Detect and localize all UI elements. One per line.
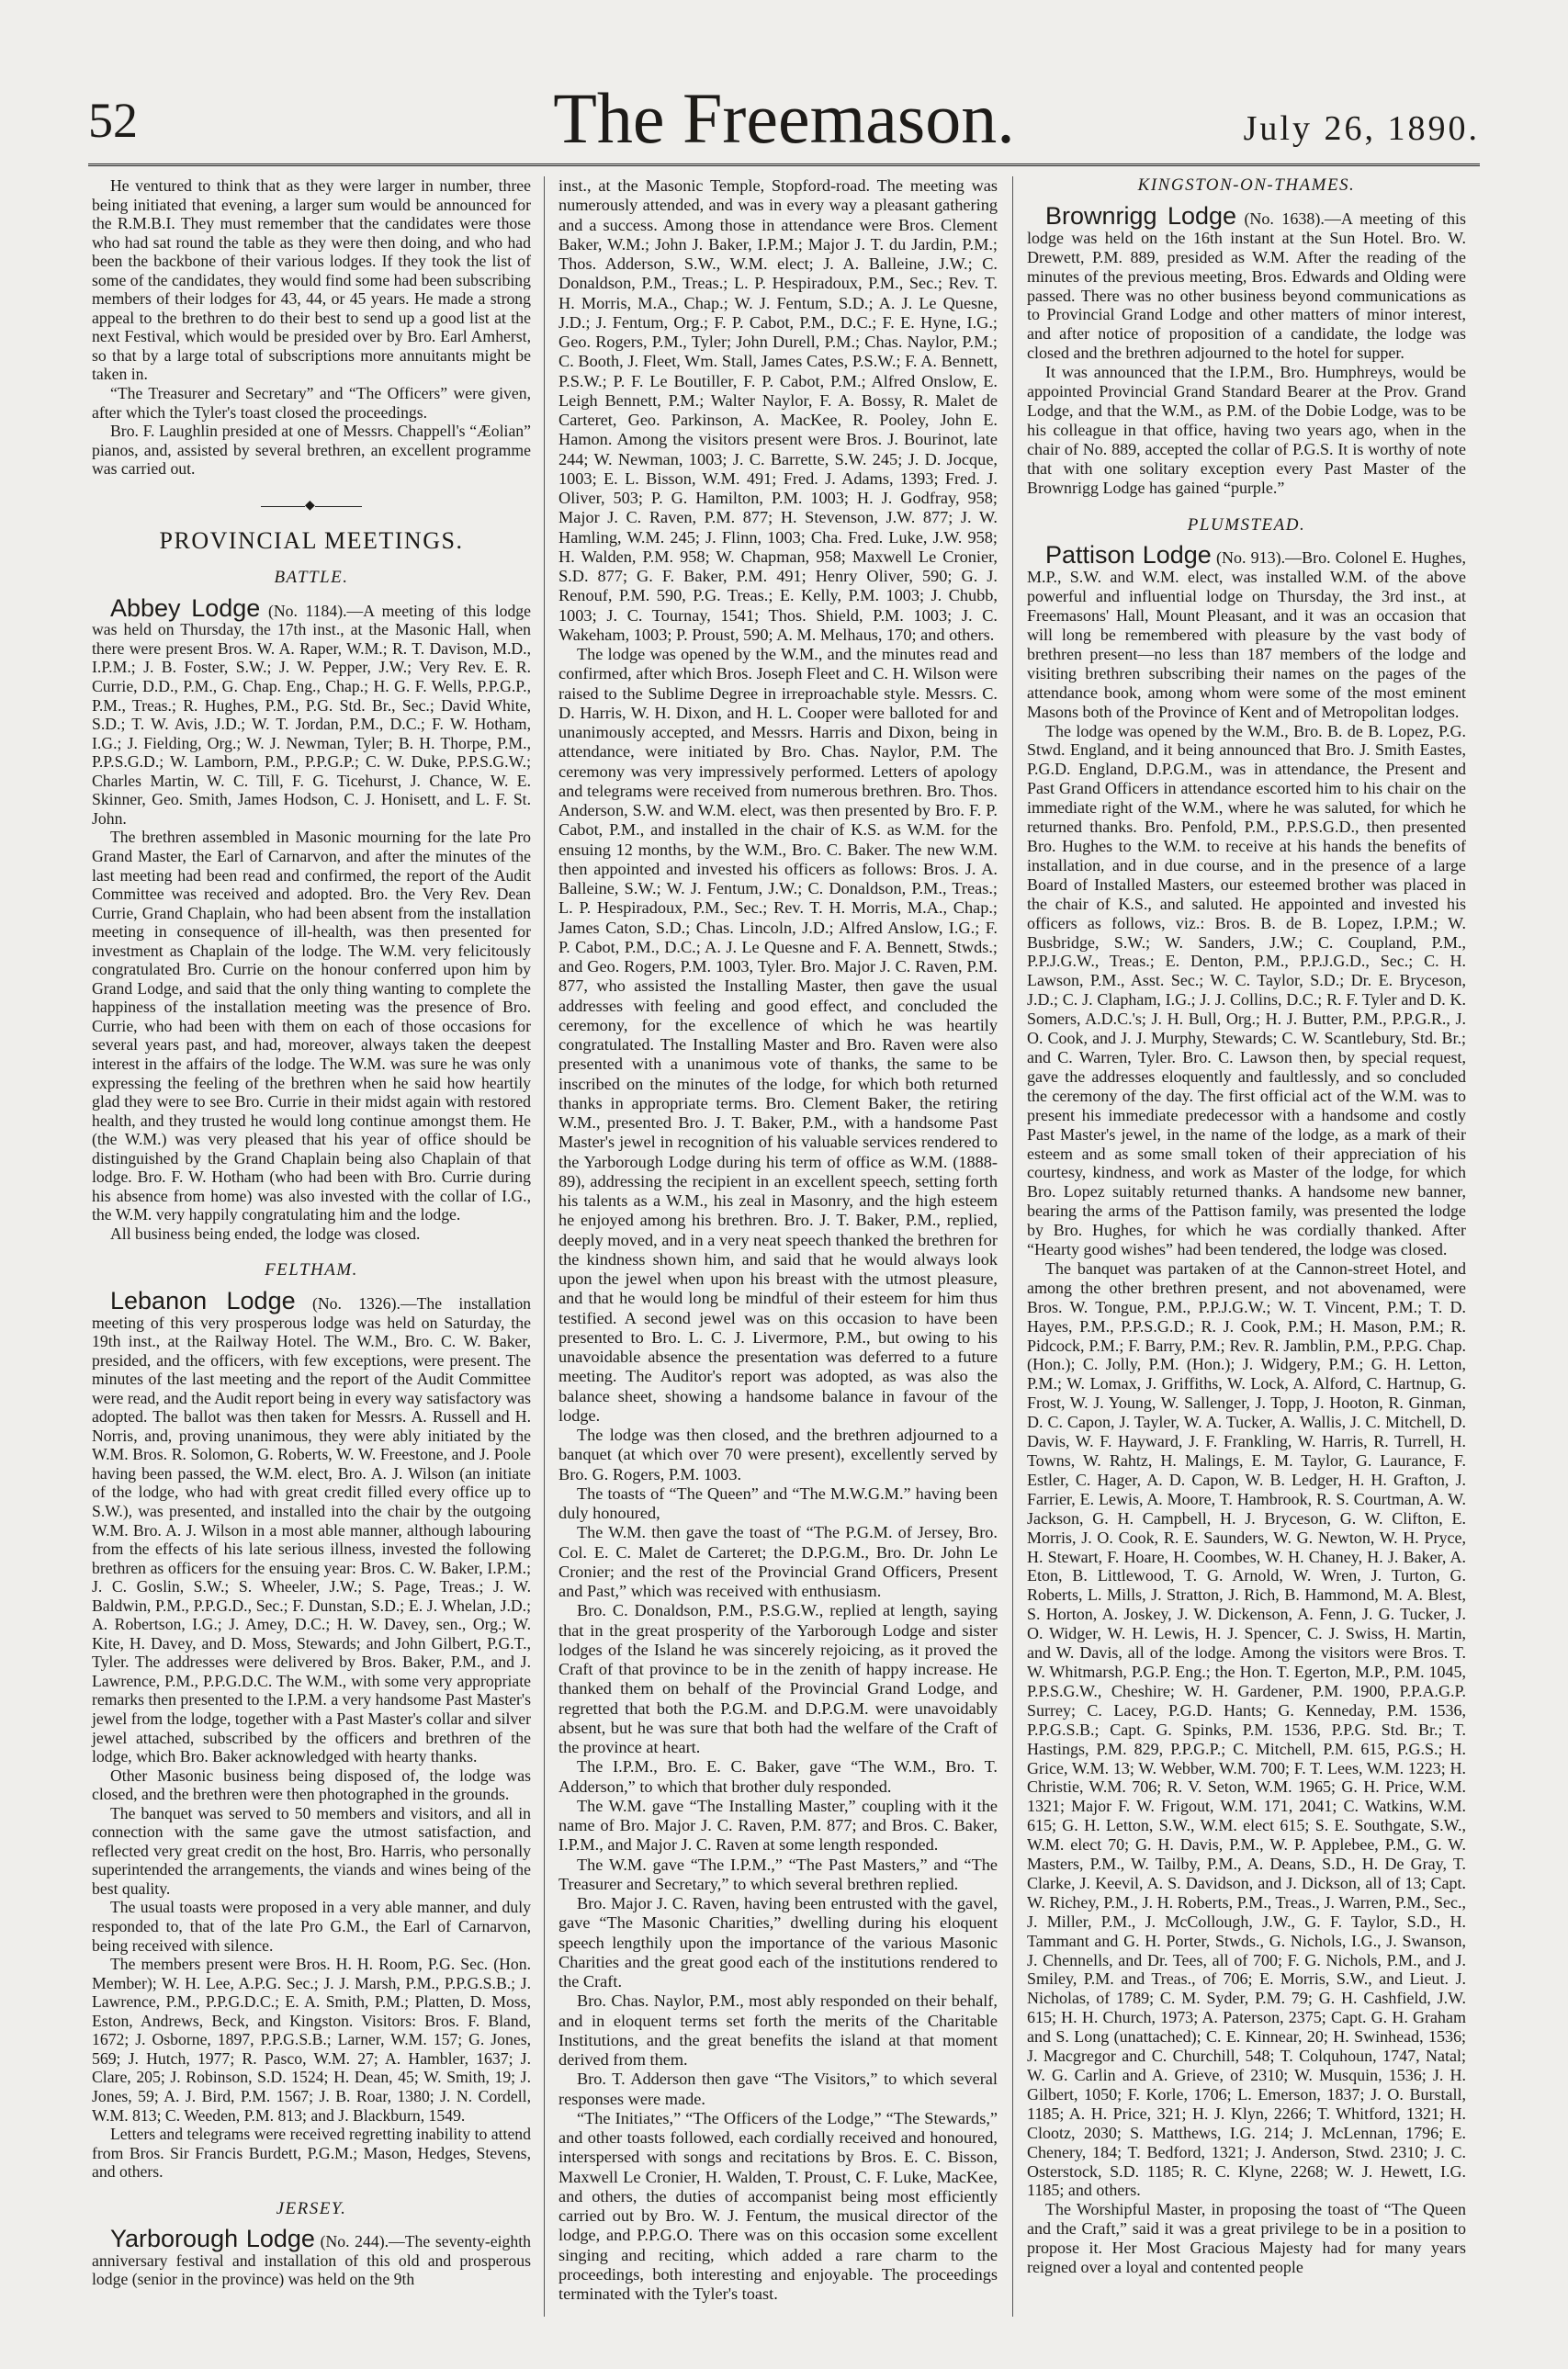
section-separator bbox=[261, 502, 362, 512]
lodge-number: (No. 1184). bbox=[267, 601, 347, 620]
place-heading-battle: BATTLE. bbox=[274, 568, 349, 588]
article-paragraph: Bro. F. Laughlin presided at one of Messrs. Chappell's “Æolian” pianos, and, assisted by several brethren, an excellent programme was carried out. bbox=[92, 422, 531, 479]
lodge-report-intro bbox=[92, 1286, 532, 1766]
article-paragraph: The usual toasts were proposed in a very able manner, and duly responded to, that of the late Pro G.M., the Earl of Carnarvon, being received with silence. bbox=[92, 1898, 531, 1955]
article-paragraph: The Worshipful Master, in proposing the toast of “The Queen and the Craft,” said it was a great privilege to be in a position to propose it. Her Most Gracious Majesty had for many years reigned over a loyal and contented people bbox=[1027, 2200, 1466, 2277]
lodge-number: (No. 1326). bbox=[311, 1293, 400, 1313]
article-paragraph: inst., at the Masonic Temple, Stopford-road. The meeting was numerously attended, and was in every way a pleasant gathering and a success. Among those in attendance were Bros. Clement Baker, W.M.; John J. Baker, I.P.M.; Major J. T. du Jardin, P.M.; Thos. Adderson, S.W., W.M. elect; J. A. Balleine, J.W.; C. Donaldson, P.M., Treas.; L. P. Hespiradoux, P.M., Sec.; Rev. T. H. Morris, M.A., Chap.; W. J. Fentum, S.D.; A. J. Le Quesne, J.D.; J. Fentum, Org.; F. P. Cabot, P.M., D.C.; F. E. Hyne, I.G.; Geo. Rogers, P.M., Tyler; John Durell, P.M.; Chas. Naylor, P.M.; C. Booth, J. Fleet, Wm. Stall, James Cates, P.S.W.; F. A. Bennett, P.S.W.; P. F. Le Boutiller, F. P. Cabot, P.M.; Alfred Onslow, E. Leigh Bennett, P.M.; Walter Naylor, F. A. Bossy, R. Malet de Carteret, Geo. Parkinson, A. MacKee, R. Pooley, John E. Hamon. Among the visitors present were Bros. J. Bourinot, late 244; W. Newman, 1003; J. C. Barrette, S.W. 245; J. D. Jocque, 1003; E. L. Bisson, W.M. 491; Fred. J. Adams, 1393; Fred. J. Oliver, 503; P. G. Hamilton, P.M. 1003; H. J. Godfray, 958; Major J. C. Raven, P.M. 877; H. Stevenson, J.W. 877; J. W. Hamling, W.M. 245; J. Flinn, 1003; Cha. Fred. Luke, J.W. 958; H. Walden, P.M. 958; W. Chapman, 958; Maxwell Le Cronier, S.D. 877; G. F. Baker, P.M. 491; Henry Oliver, 590; G. J. Renouf, P.M. 590, P.G. Treas.; E. Kelly, P.M. 1003; J. Chubb, 1003; J. C. Tournay, 1541; Thos. Shield, P.M. 1003; J. C. Wakeham, 1003; P. Proust, 590; A. M. Melhaus, 170; and others. bbox=[558, 176, 998, 644]
article-paragraph: The W.M. gave “The Installing Master,” coupling with it the name of Bro. Major J. C. Raven, P.M. 877; and Bros. C. Baker, I.P.M., and Major J. C. Raven at some length responded. bbox=[558, 1796, 998, 1855]
lodge-report-intro bbox=[1027, 541, 1467, 721]
article-paragraph: —The seventy-eighth anniversary festival and installation of this old and prosperous lodge (senior in the province) was held on the 9th bbox=[92, 2232, 531, 2289]
place-heading-jersey: JERSEY. bbox=[276, 2198, 347, 2218]
article-paragraph: The banquet was served to 50 members and visitors, and all in connection with the same gave the utmost satisfaction, and reflected very great credit on the host, Bro. Harris, who personally superintended the arrangements, the viands and wines being of the best quality. bbox=[92, 1803, 531, 1898]
place-heading-feltham: FELTHAM. bbox=[265, 1260, 358, 1280]
column-1 bbox=[92, 176, 531, 2289]
column-divider bbox=[1012, 176, 1013, 2317]
article-paragraph: The W.M. gave “The I.P.M.,” “The Past Masters,” and “The Treasurer and Secretary,” to which several brethren replied. bbox=[558, 1855, 998, 1893]
article-paragraph: “The Initiates,” “The Officers of the Lodge,” “The Stewards,” and other toasts followed, each cordially received and honoured, interspersed with songs and recitations by Bros. E. C. Bisson, Maxwell Le Cronier, H. Walden, T. Proust, C. F. Luke, MacKee, and others, the duties of accompanist being most efficiently carried out by Bro. W. J. Fentum, the musical director of the lodge, and P.P.G.O. There was on this occasion some excellent singing and reciting, which added a rare charm to the proceedings, both interesting and enjoyable. The proceedings terminated with the Tyler's toast. bbox=[558, 2108, 998, 2303]
article-paragraph: —A meeting of this lodge was held on Thursday, the 17th inst., at the Masonic Hall, when there were present Bros. W. A. Raper, W.M.; R. T. Davison, M.D., I.P.M.; J. B. Foster, S.W.; J. W. Pepper, J.W.; Very Rev. E. R. Currie, D.D., P.M., G. Chap. Eng., Chap.; H. G. F. Wells, P.P.G.P., P.M., Treas.; R. Hughes, P.M., P.G. Std. Br., Sec.; David White, S.D.; T. W. Avis, J.D.; W. T. Jordan, P.M., D.C.; F. W. Hotham, I.G.; J. Fielding, Org.; W. J. Newman, Tyler; B. H. Thorpe, P.M., P.P.S.G.D.; W. Lamborn, P.M., P.P.G.P.; C. W. Duke, P.P.S.G.W.; Charles Martin, W. C. Till, F. G. Ticehurst, J. Chance, W. E. Skinner, Geo. Smith, James Hodson, C. J. Honisett, and L. F. St. John. bbox=[92, 601, 531, 828]
lodge-report-intro bbox=[1027, 201, 1466, 363]
masthead-rule bbox=[88, 164, 1480, 166]
article-paragraph: —Bro. Colonel E. Hughes, M.P., S.W. and W.M. elect, was installed W.M. of the above powerful and influential lodge on Thursday, the 3rd inst., at Freemasons' Hall, Mount Pleasant, and it was an occasion that will long be remembered with pleasure by the vast body of brethren present—no less than 187 members of the lodge and visiting brethren subscribing their names on the pages of the attendance book, among whom were some of the most eminent Masons both of the Province of Kent and of Metropolitan lodges. bbox=[1027, 548, 1467, 721]
page-number: 52 bbox=[88, 93, 138, 148]
newspaper-title: The Freemason. bbox=[553, 78, 1015, 158]
issue-date: July 26, 1890. bbox=[1243, 109, 1480, 148]
lodge-name: Yarborough Lodge bbox=[110, 2225, 315, 2253]
column-divider bbox=[544, 176, 545, 2317]
article-paragraph: All business being ended, the lodge was closed. bbox=[110, 1224, 421, 1243]
column-3 bbox=[1027, 176, 1466, 2277]
lodge-number: (No. 244). bbox=[320, 2232, 389, 2251]
lodge-report-intro bbox=[92, 2225, 531, 2289]
article-paragraph: The toasts of “The Queen” and “The M.W.G.M.” having been duly honoured, bbox=[558, 1483, 998, 1522]
place-heading-plumstead: PLUMSTEAD. bbox=[1187, 514, 1306, 535]
article-paragraph: The lodge was opened by the W.M., and the minutes read and confirmed, after which Bros. Joseph Fleet and C. H. Wilson were raised to the Sublime Degree in irreproachable style. Messrs. C. D. Harris, W. H. Dixon, and H. L. Cooper were balloted for and unanimously accepted, and Messrs. Harris and Dixon, being in attendance, were initiated by Bro. Chas. Naylor, P.M. The ceremony was very impressively performed. Letters of apology and telegrams were received from numerous brethren. Bro. Thos. Anderson, S.W. and W.M. elect, was then presented by Bro. F. P. Cabot, P.M., and installed in the chair of K.S. as W.M. for the ensuing 12 months, by the W.M., Bro. C. Baker. The new W.M. then appointed and invested his officers as follows: Bros. J. A. Balleine, S.W.; W. J. Fentum, J.W.; C. Donaldson, P.M., Treas.; L. P. Hespiradoux, P.M., Sec.; Rev. T. H. Morris, M.A., Chap.; James Caton, S.D.; Chas. Lincoln, J.D.; Alfred Anslow, I.G.; F. P. Cabot, P.M., D.C.; A. J. Le Quesne and F. A. Bennett, Stwds.; and Geo. Rogers, P.M. 1003, Tyler. Bro. Major J. C. Raven, P.M. 877, who assisted the Installing Master, then gave the usual addresses with feeling and good effect, and concluded the ceremony, for the excellence of which he was heartily congratulated. The Installing Master and Bro. Raven were also presented with a unanimous vote of thanks, the same to be inscribed on the minutes of the lodge, for which both returned thanks in appropriate terms. Bro. Clement Baker, the retiring W.M., presented Bro. J. T. Baker, P.M., with a handsome Past Master's jewel in recognition of his valuable services rendered to the Yarborough Lodge during his term of office as W.M. (1888-89), addressing the recipient in an excellent speech, setting forth his talents as a W.M., his zeal in Masonry, and the high esteem he enjoyed among his brethren. Bro. J. T. Baker, P.M., replied, deeply moved, and in a very neat speech thanked the brethren for the kindness shown him, and said that he would always look upon the jewel when upon his breast with the utmost pleasure, and that he would long be mindful of their esteem for him thus testified. A second jewel was on this occasion to have been presented to Bro. L. C. J. Livermore, P.M., but owing to his unavoidable absence the presentation was deferred to a future meeting. The Auditor's report was adopted, as was also the balance sheet, showing a handsome balance in favour of the lodge. bbox=[558, 645, 998, 1425]
article-paragraph: The I.P.M., Bro. E. C. Baker, gave “The W.M., Bro. T. Adderson,” to which that brother duly responded. bbox=[558, 1757, 998, 1796]
lodge-report-intro bbox=[92, 593, 531, 829]
article-paragraph: Bro. Major J. C. Raven, having been entrusted with the gavel, gave “The Masonic Charities,” dwelling during his eloquent speech lengthily upon the importance of the various Masonic Charities and the great good each of the institutions rendered to the Craft. bbox=[558, 1894, 998, 1991]
masthead bbox=[88, 72, 1480, 164]
article-paragraph: It was announced that the I.P.M., Bro. Humphreys, would be appointed Provincial Grand Standard Bearer at the Prov. Grand Lodge, and that the W.M., as P.M. of the Dobie Lodge, was to be his colleague in that office, having two years ago, when in the chair of No. 889, accepted the collar of P.G.S. It is worthy of note that with one solitary exception every Past Master of the Brownrigg Lodge has gained “purple.” bbox=[1027, 363, 1466, 497]
article-paragraph: The brethren assembled in Masonic mourning for the late Pro Grand Master, the Earl of Carnarvon, and after the minutes of the last meeting had been read and confirmed, the report of the Audit Committee was received and adopted. Bro. the Very Rev. Dean Currie, Grand Chaplain, who had been absent from the installation meeting in consequence of ill-health, was then presented for investment as Chaplain of the lodge. The W.M. very felicitously congratulated Bro. Currie on the honour conferred upon him by Grand Lodge, and said that the only thing wanting to complete the happiness of the installation meeting was the presence of Bro. Currie, who had been with them on each of those occasions for several years past, and had, moreover, always taken the deepest interest in the affairs of the lodge. The W.M. was sure he was only expressing the feeling of the brethren when he said how heartily glad they were to see Bro. Currie in their midst again with restored health, and they trusted he would long continue amongst them. He (the W.M.) was very pleased that his year of office should be distinguished by the Grand Chaplain being also Chaplain of that lodge. Bro. F. W. Hotham (who had been with Bro. Currie during his absence from home) was also invested with the collar of I.G., the W.M. very happily congratulating him and the lodge. bbox=[92, 828, 531, 1224]
article-paragraph: Bro. T. Adderson then gave “The Visitors,” to which several responses were made. bbox=[558, 2070, 998, 2108]
lodge-number: (No. 1638). bbox=[1244, 209, 1325, 228]
section-heading: PROVINCIAL MEETINGS. bbox=[159, 526, 464, 554]
article-paragraph: —A meeting of this lodge was held on the 16th instant at the Sun Hotel. Bro. W. Drewett, P.M. 889, presided as W.M. After the reading of the minutes of the previous meeting, Bros. Edwards and Olding were passed. There was no other business beyond communications as to Provincial Grand Lodge and other matters of minor interest, and after notice of proposition of a candidate, the lodge was closed and the brethren adjourned to the hotel for supper. bbox=[1027, 209, 1466, 363]
lodge-name: Brownrigg Lodge bbox=[1045, 201, 1237, 230]
article-paragraph: Letters and telegrams were received regretting inability to attend from Bros. Sir Francis Burdett, P.G.M.; Mason, Hedges, Stevens, and others. bbox=[92, 2125, 531, 2182]
article-paragraph: Other Masonic business being disposed of, the lodge was closed, and the brethren were then photographed in the grounds. bbox=[92, 1765, 531, 1804]
article-paragraph: The W.M. then gave the toast of “The P.G.M. of Jersey, Bro. Col. E. C. Malet de Carteret; the D.P.G.M., Bro. Dr. John Le Cronier; and the rest of the Provincial Grand Officers, Present and Past,” which was received with enthusiasm. bbox=[558, 1523, 998, 1600]
article-paragraph: The lodge was then closed, and the brethren adjourned to a banquet (at which over 70 were present), excellently served by Bro. G. Rogers, P.M. 1003. bbox=[558, 1426, 998, 1483]
lodge-name: Pattison Lodge bbox=[1045, 541, 1212, 570]
article-paragraph: He ventured to think that as they were larger in number, three being initiated that evening, a larger sum would be announced for the R.M.B.I. They must remember that the candidates were those who had sat round the table as they were then doing, and who had been the backbone of their various lodges. If they took the list of some of the candidates, they would find some had been subscribing members of their lodges for 43, 44, or 45 years. He made a strong appeal to the brethren to do their best to send up a good list at the next Festival, which would be presided over by Bro. Earl Amherst, so that by a large total of subscriptions more annuitants might be taken in. bbox=[92, 176, 531, 384]
lodge-name: Lebanon Lodge bbox=[110, 1286, 296, 1314]
article-paragraph: The lodge was opened by the W.M., Bro. B. de B. Lopez, P.G. Stwd. England, and it being announced that Bro. J. Smith Eastes, P.G.D. England, D.P.G.M., was in attendance, the Present and Past Grand Officers in attendance escorted him to his chair on the immediate right of the W.M., where he was saluted, for which he returned thanks. Bro. Penfold, P.M., P.P.S.G.D., then presented Bro. Hughes to the W.M. to receive at his hands the benefits of installation, and in due course, and in the presence of a large Board of Installed Masters, our esteemed brother was placed in the chair of K.S., and saluted. He appointed and invested his officers as follows, viz.: Bros. B. de B. Lopez, I.P.M.; W. Busbridge, S.W.; W. Sanders, J.W.; C. Coupland, P.M., P.P.J.G.W., Treas.; E. Denton, P.M., P.P.J.G.D., Sec.; C. H. Lawson, P.M., Asst. Sec.; W. C. Taylor, S.D.; Dr. E. Bryceson, J.D.; C. J. Clapham, I.G.; J. J. Collins, D.C.; R. F. Tyler and D. K. Somers, A.D.C.'s; J. H. Bull, Org.; H. J. Butter, P.M., P.P.G.R., J. O. Cook, and J. J. Murphy, Stewards; C. W. Scantlebury, Std. Br.; and C. Warren, Tyler. Bro. C. Lawson then, by special request, gave the addresses eloquently and faultlessly, and so concluded the ceremony of the day. The first official act of the W.M. was to present his immediate predecessor with a handsome and costly Past Master's jewel, in the name of the lodge, as a mark of their esteem and as some small token of their appreciation of his courtesy, kindness, and work as Master of the lodge, for which Bro. Lopez suitably returned thanks. A handsome new banner, bearing the arms of the Pattison family, was presented the lodge by Bro. Hughes, for which he was cordially thanked. After “Hearty good wishes” had been tendered, the lodge was closed. bbox=[1027, 721, 1466, 1259]
lodge-name: Abbey Lodge bbox=[110, 593, 261, 622]
article-paragraph: “The Treasurer and Secretary” and “The Officers” were given, after which the Tyler's toast closed the proceedings. bbox=[92, 384, 531, 422]
lodge-number: (No. 913). bbox=[1215, 548, 1286, 568]
article-paragraph: The banquet was partaken of at the Cannon-street Hotel, and among the other brethren present, and not abovenamed, were Bros. W. Tongue, P.M., P.P.J.G.W.; W. T. Vincent, P.M.; T. D. Hayes, P.M., P.P.S.G.D.; R. J. Cook, P.M.; H. Mason, P.M.; R. Pidcock, P.M.; F. Barry, P.M.; Rev. R. Jamblin, P.M., P.P.G. Chap. (Hon.); C. Jolly, P.M. (Hon.); J. Widgery, P.M.; G. H. Letton, P.M.; W. Lomax, J. Griffiths, W. Lock, A. Alford, C. Hartnup, G. Frost, W. J. Young, W. Sallenger, J. Topp, J. Hooton, R. Ginman, D. C. Capon, J. Tayler, W. A. Tucker, A. Wallis, J. C. Mitchell, D. Davis, W. F. Hayward, J. F. Frankling, W. Harris, R. Turrell, H. Towns, W. Rahtz, H. Malings, E. M. Taylor, G. Laurance, F. Estler, C. Hager, A. D. Capon, W. B. Ledger, H. H. Grafton, J. Farrier, E. Lewis, A. Moore, T. Hambrook, R. S. Courtman, A. W. Jackson, G. H. Campbell, H. J. Bryceson, G. W. Clifton, E. Morris, J. O. Cook, R. E. Saunders, W. G. Newton, W. H. Pryce, H. Stewart, F. Hoare, H. Coombes, W. H. Chaney, H. J. Baker, A. Eton, B. Littlewood, T. G. Arnold, W. Wren, J. Turton, G. Roberts, L. Mills, J. Stratton, J. Rich, B. Hammond, M. A. Blest, S. Horton, A. Joskey, J. W. Dickenson, A. Fenn, J. G. Tucker, J. O. Widger, W. H. Lewis, H. J. Spencer, C. J. Swiss, H. Martin, and W. Davis, all of the lodge. Among the visitors were Bros. T. W. Whitmarsh, P.G.P. Eng.; the Hon. T. Egerton, M.P., P.M. 1045, P.P.S.G.W., Cheshire; W. H. Gardener, P.M. 1900, P.P.A.G.P. Surrey; C. Lacey, P.G.D. Hants; G. Kenneday, P.M. 1536, P.P.G.S.B.; Capt. G. Spinks, P.M. 1536, P.P.G. Std. Br.; T. Hastings, P.M. 829, P.P.G.P.; C. Mitchell, P.M. 615, P.G.S.; H. Grice, W.M. 13; W. Webber, W.M. 700; F. T. Lees, W.M. 1223; H. Christie, W.M. 706; R. V. Seton, W.M. 1965; G. H. Price, W.M. 1321; Major F. W. Frigout, W.M. 171, 2041; C. Watkins, W.M. 615; G. H. Letton, S.W., W.M. elect 615; S. E. Southgate, S.W., W.M. elect 70; G. H. Davis, P.M., W. P. Applebee, P.M., G. W. Masters, P.M., W. Tailby, P.M., A. Deans, S.D., H. De Gray, T. Clarke, J. Keevil, A. S. Davidson, and J. Dickson, all of 13; Capt. W. Richey, P.M., J. H. Roberts, P.M., Treas., J. Warren, P.M., Sec., J. Miller, P.M., J. McCollough, J.W., G. F. Taylor, S.D., H. Tammant and G. H. Porter, Stwds., G. Nichols, I.G., J. Swanson, J. Chennells, and Dr. Tees, all of 700; F. G. Nichols, P.M., and J. Smiley, P.M. and Treas., of 706; E. Morris, S.W., and Lieut. J. Nicholas, of 1789; C. M. Syder, P.M. 79; G. H. Cashfield, J.W. 615; H. H. Church, 1973; A. Paterson, 2375; Capt. G. H. Graham and S. Long (unattached); C. E. Kinnear, 20; H. Swinhead, 1536; J. Macgregor and C. Churchill, 548; T. Colquhoun, 1747, Natal; W. G. Carlin and A. Grieve, of 2310; W. Musquin, 1536; J. H. Gilbert, 1050; F. Korle, 1706; L. Emerson, 1837; J. O. Burstall, 1185; A. H. Price, 321; H. J. Klyn, 2266; T. Whitford, 1321; H. Clootz, 2030; S. Matthews, I.G. 214; J. McLennan, 1796; E. Chenery, 184; T. Bedford, 1321; J. Anderson, Stwd. 2310; J. C. Osterstock, S.D. 1185; R. C. Klyne, 2268; W. J. Hewett, I.G. 1185; and others. bbox=[1027, 1258, 1466, 2200]
article-paragraph: Bro. C. Donaldson, P.M., P.S.G.W., replied at length, saying that in the great prosperity of the Yarborough Lodge and sister lodges of the Island he was sincerely rejoicing, as it proved the Craft of that province to be in the zenith of happy increase. He thanked them on behalf of the Provincial Grand Lodge, and regretted that both the P.G.M. and D.P.G.M. were unavoidably absent, but he was sure that both had the welfare of the Craft of the province at heart. bbox=[558, 1601, 998, 1756]
column-2 bbox=[558, 176, 998, 2304]
article-paragraph: The members present were Bros. H. H. Room, P.G. Sec. (Hon. Member); W. H. Lee, A.P.G. Sec.; J. J. Marsh, P.M., P.P.G.S.B.; J. Lawrence, P.M., P.P.G.D.C.; E. A. Smith, P.M.; Platten, D. Moss, Eston, Andrews, Beck, and Kingston. Visitors: Bros. F. Bland, 1672; J. Osborne, 1897, P.P.G.S.B.; Larner, W.M. 157; G. Jones, 569; J. Hutch, 1977; R. Pasco, W.M. 27; A. Hambler, 1637; J. Clare, 205; J. Robinson, S.D. 1524; H. Dean, 45; W. Smith, 19; J. Jones, 59; A. J. Bird, P.M. 1567; J. B. Roar, 1380; J. N. Cordell, W.M. 813; C. Weeden, P.M. 813; and J. Blackburn, 1549. bbox=[92, 1955, 531, 2125]
article-paragraph: Bro. Chas. Naylor, P.M., most ably responded on their behalf, and in eloquent terms set forth the merits of the Charitable Institutions, and the great benefits the island at that moment derived from them. bbox=[558, 1991, 998, 2069]
article-paragraph: —The installation meeting of this very prosperous lodge was held on Saturday, the 19th inst., at the Railway Hotel. The W.M., Bro. C. W. Baker, presided, and the officers, with few exceptions, were present. The minutes of the last meeting and the report of the Audit Committee were read, and the Audit report being in every way satisfactory was adopted. The ballot was then taken for Messrs. A. Russell and H. Norris, and, proving unanimous, they were ably initiated by the W.M. Bros. R. Solomon, G. Roberts, W. W. Freestone, and J. Poole having been passed, the W.M. elect, Bro. A. J. Wilson (an initiate of the lodge, who had with great credit filled every office up to S.W.), was presented, and installed into the chair by the outgoing W.M. Bro. A. J. Wilson in a most able manner, although labouring from the effects of his late serious illness, invested the following brethren as officers for the ensuing year: Bros. C. W. Baker, I.P.M.; J. C. Goslin, S.W.; S. Wheeler, J.W.; S. Page, Treas.; J. W. Baldwin, P.M., P.P.G.D., Sec.; F. Dunstan, S.D.; E. J. Whelan, J.D.; A. Robertson, I.G.; J. Amey, D.C.; H. W. Davey, sen., Org.; W. Kite, H. Davey, and D. Moss, Stewards; and John Gilbert, P.G.T., Tyler. The addresses were delivered by Bros. Baker, P.M., and J. Lawrence, P.M., P.P.G.D.C. The W.M., with some very appropriate remarks then presented to the I.P.M. a very handsome Past Master's jewel from the lodge, together with a Past Master's collar and silver jewel attached, subscribed by the officers and brethren of the lodge, which Bro. Baker acknowledged with hearty thanks. bbox=[92, 1293, 532, 1766]
place-heading-kingston: KINGSTON-ON-THAMES. bbox=[1137, 175, 1356, 195]
